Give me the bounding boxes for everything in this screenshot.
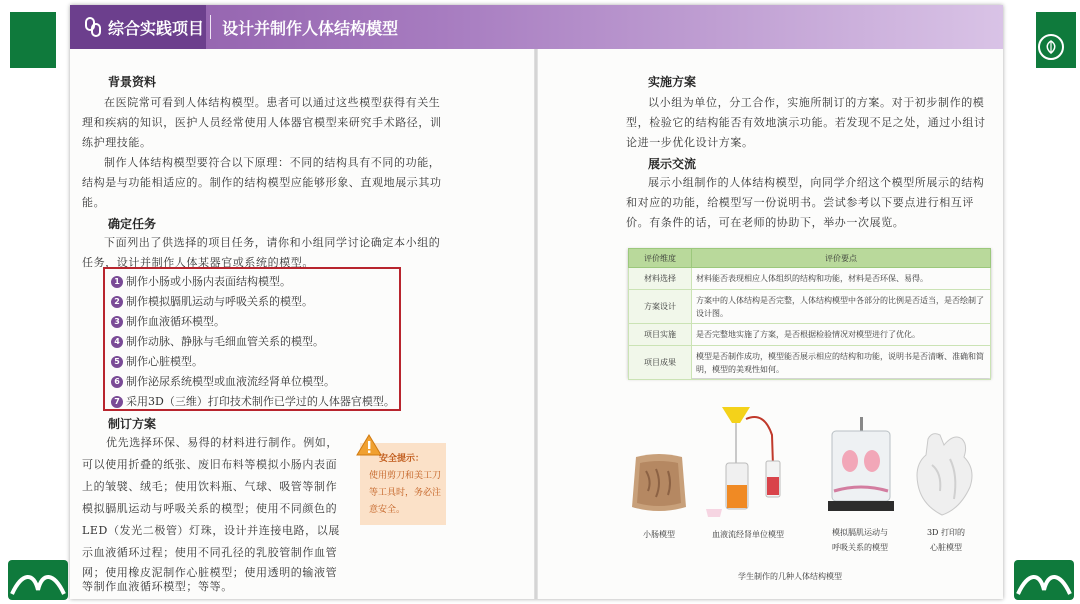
link-icon xyxy=(84,17,102,37)
slide-green-bar-right xyxy=(1036,12,1076,68)
plan-line: 优先选择环保、易得的材料进行制作。例如， xyxy=(106,436,338,449)
table-cell: 方案中的人体结构是否完整，人体结构模型中各部分的比例是否适当，是否绘制了设计图。 xyxy=(692,290,991,324)
model-caption xyxy=(814,525,906,555)
section-tab xyxy=(70,5,206,49)
table-cell: 模型是否制作成功，模型能否展示相应的结构和功能，说明书是否清晰、准确和简明，模型的美观性如何。 xyxy=(692,346,991,380)
safety-tip-text: 使用剪刀和美工刀等工具时，务必注意安全。 xyxy=(369,471,442,515)
slide-wave-deco-left xyxy=(8,560,68,600)
plan-line: 等制作血液循环模型；等等。 xyxy=(82,580,233,593)
section-label: 综合实践项目 xyxy=(108,19,205,38)
plan-heading: 制订方案 xyxy=(108,417,157,431)
table-cell: 方案设计 xyxy=(629,290,692,324)
table-row xyxy=(629,324,991,346)
task-item: 3 制作血液循环模型。 xyxy=(111,313,225,329)
tasks-heading: 确定任务 xyxy=(108,217,157,231)
model-caption-line: 心脏模型 xyxy=(930,543,962,552)
task-item: 2 制作模拟膈肌运动与呼吸关系的模型。 xyxy=(111,293,313,309)
task-item: 4 制作动脉、静脉与毛细血管关系的模型。 xyxy=(111,333,324,349)
model-caption-line: 呼吸关系的模型 xyxy=(832,543,888,552)
slide-green-bar-left xyxy=(10,12,56,68)
table-header: 评价要点 xyxy=(692,249,991,268)
book-spine xyxy=(534,5,538,599)
figure-caption: 学生制作的几种人体结构模型 xyxy=(738,572,842,581)
kidney-blood-flow-model-photo xyxy=(700,401,796,521)
safety-tip-title: 安全提示： xyxy=(379,454,425,464)
implementation-heading: 实施方案 xyxy=(648,75,697,89)
model-caption-line: 模拟膈肌运动与 xyxy=(832,528,888,537)
background-paragraph-1: 在医院常可看到人体结构模型。患者可以通过这些模型获得有关生理和疾病的知识，医护人员经常使用人体器官模型来研究手术路径，训练护理技能。 xyxy=(82,96,442,149)
header-divider xyxy=(210,15,211,39)
chapter-header xyxy=(70,5,1003,49)
table-cell: 是否完整地实施了方案，是否根据检验情况对模型进行了优化。 xyxy=(692,324,991,346)
plan-line: LED（发光二极管）灯珠，设计并连接电路，以展 xyxy=(82,524,340,537)
plan-line: 模拟膈肌运动与呼吸关系的模型；使用不同颜色的 xyxy=(82,502,338,515)
table-row xyxy=(629,346,991,380)
3d-printed-heart-model-photo xyxy=(910,429,982,517)
tasks-intro: 下面列出了供选择的项目任务，请你和小组同学讨论确定本小组的任务，设计并制作人体某器官或系统的模型。 xyxy=(82,236,441,269)
project-title: 设计并制作人体结构模型 xyxy=(222,19,399,38)
task-item: 5 制作心脏模型。 xyxy=(111,353,203,369)
model-caption: 血液流经肾单位模型 xyxy=(712,530,784,539)
table-row xyxy=(629,290,991,324)
plan-line: 可以使用折叠的纸张、废旧布料等模拟小肠内表面 xyxy=(82,458,338,471)
textbook-spread xyxy=(70,5,1003,599)
plan-line: 上的皱襞、绒毛；使用饮料瓶、气球、吸管等制作 xyxy=(82,480,338,493)
leaf-logo-icon xyxy=(1038,34,1064,60)
plan-line: 网；使用橡皮泥制作心脏模型；使用透明的输液管 xyxy=(82,566,338,579)
small-intestine-model-photo xyxy=(626,451,692,517)
table-header: 评价维度 xyxy=(629,249,692,268)
exhibition-paragraph: 展示小组制作的人体结构模型，向同学介绍这个模型所展示的结构和对应的功能，给模型写一份说明书。尝试参考以下要点进行相互评价。有条件的话，可在老师的协助下，举办一次展览。 xyxy=(626,176,985,229)
task-item: 6 制作泌尿系统模型或血液流经肾单位模型。 xyxy=(111,373,335,389)
model-caption: 小肠模型 xyxy=(643,530,675,539)
table-cell: 项目成果 xyxy=(629,346,692,380)
table-cell: 材料能否表现相应人体组织的结构和功能，材料是否环保、易得。 xyxy=(692,268,991,290)
plan-line: 示血液循环过程；使用不同孔径的乳胶管制作血管 xyxy=(82,546,338,559)
exhibition-heading: 展示交流 xyxy=(648,157,697,171)
table-cell: 项目实施 xyxy=(629,324,692,346)
implementation-paragraph: 以小组为单位，分工合作，实施所制订的方案。对于初步制作的模型，检验它的结构能否有效地演示功能。若发现不足之处，通过小组讨论进一步优化设计方案。 xyxy=(626,96,986,149)
task-item: 1 制作小肠或小肠内表面结构模型。 xyxy=(111,273,291,289)
background-heading: 背景资料 xyxy=(108,75,157,89)
table-cell: 材料选择 xyxy=(629,268,692,290)
model-caption xyxy=(904,525,988,555)
diaphragm-breathing-model-photo xyxy=(820,417,900,517)
evaluation-table xyxy=(628,248,991,380)
task-list-highlight xyxy=(103,267,401,411)
background-paragraph-2: 制作人体结构模型要符合以下原理：不同的结构具有不同的功能，结构是与功能相适应的。制作的结构模型应能够形象、直观地展示其功能。 xyxy=(82,156,442,209)
slide-wave-deco-right xyxy=(1014,560,1074,600)
model-caption-line: 3D 打印的 xyxy=(926,528,966,537)
table-row xyxy=(629,268,991,290)
task-item: 7 采用3D（三维）打印技术制作已学过的人体器官模型。 xyxy=(111,393,395,409)
